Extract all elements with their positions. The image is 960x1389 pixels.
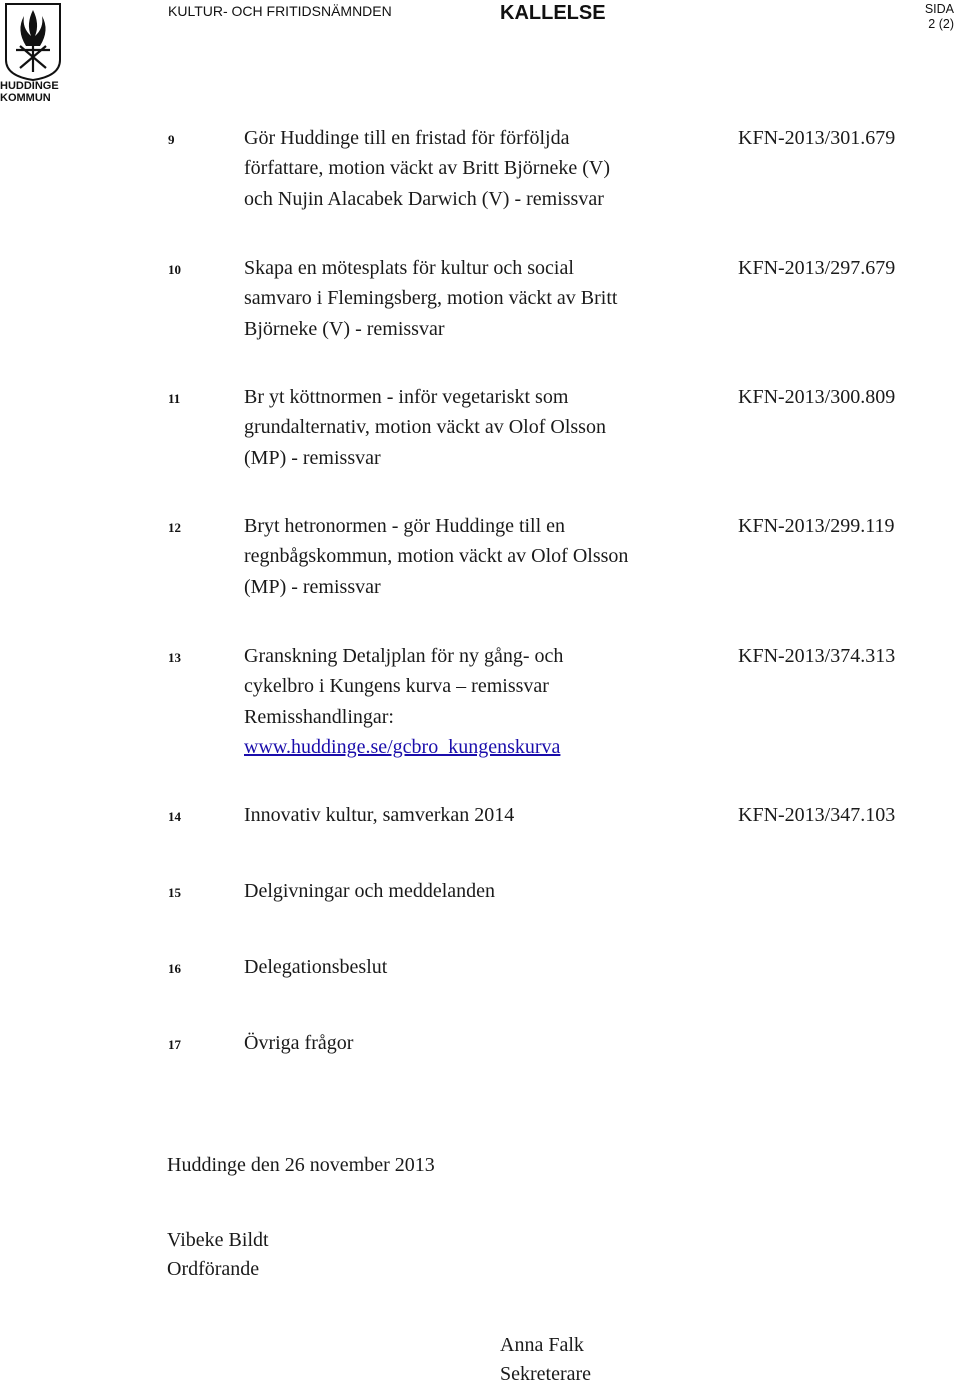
document-title: KALLELSE	[500, 2, 606, 24]
item-number: 17	[168, 1037, 181, 1052]
page-number: 2 (2)	[928, 17, 954, 31]
item-text: Bryt hetronormen - gör Huddinge till en regnbågskommun, motion väckt av Olof Olsson (MP) - remissvar	[244, 515, 629, 598]
department-name: KULTUR- OCH FRITIDSNÄMNDEN	[168, 3, 392, 19]
item-text: Delgivningar och meddelanden	[244, 880, 496, 902]
case-reference: KFN-2013/300.809	[738, 386, 896, 408]
item-text: Granskning Detaljplan för ny gång- och cykelbro i Kungens kurva – remissvar Remisshandlingar: www.huddinge.se/gcbro_kungenskurva	[244, 645, 564, 758]
item-number: 9	[168, 132, 175, 147]
case-reference: KFN-2013/374.313	[738, 645, 896, 667]
secretary-signature-block	[500, 1331, 591, 1389]
case-reference: KFN-2013/347.103	[738, 804, 896, 826]
page-indicator	[925, 2, 954, 32]
item-number: 14	[168, 809, 181, 824]
item-number: 16	[168, 961, 181, 976]
item-text: Skapa en mötesplats för kultur och social samvaro i Flemingsberg, motion väckt av Britt Björneke (V) - remissvar	[244, 257, 618, 340]
remiss-documents-link[interactable]: www.huddinge.se/gcbro_kungenskurva	[244, 735, 561, 758]
case-reference: KFN-2013/301.679	[738, 127, 896, 149]
item-number: 13	[168, 650, 181, 665]
item-text: Br yt köttnormen - inför vegetariskt som grundalternativ, motion väckt av Olof Olsson (MP) - remissvar	[244, 386, 606, 469]
item-text: Gör Huddinge till en fristad för förföljda författare, motion väckt av Britt Björneke (V) och Nujin Alacabek Darwich (V) - remissvar	[244, 127, 610, 210]
logo-text-line2: KOMMUN	[0, 92, 51, 104]
item-text: Innovativ kultur, samverkan 2014	[244, 804, 515, 826]
chair-name: Vibeke Bildt	[167, 1229, 269, 1251]
logo-wordmark	[0, 80, 66, 104]
secretary-name: Anna Falk	[500, 1334, 584, 1356]
item-text: Övriga frågor	[244, 1032, 354, 1054]
secretary-title: Sekreterare	[500, 1363, 592, 1385]
chair-title: Ordförande	[167, 1258, 260, 1280]
item-number: 15	[168, 885, 181, 900]
item-number: 11	[168, 391, 181, 406]
page-label: SIDA	[924, 2, 954, 16]
case-reference: KFN-2013/299.119	[738, 515, 895, 537]
place-and-date: Huddinge den 26 november 2013	[167, 1154, 435, 1176]
item-number: 12	[168, 520, 181, 535]
logo-text-line1: HUDDINGE	[0, 80, 59, 92]
chair-signature-block	[167, 1226, 269, 1284]
item-text: Delegationsbeslut	[244, 956, 388, 978]
coat-of-arms-icon	[4, 2, 62, 82]
item-number: 10	[168, 262, 181, 277]
case-reference: KFN-2013/297.679	[738, 257, 896, 279]
